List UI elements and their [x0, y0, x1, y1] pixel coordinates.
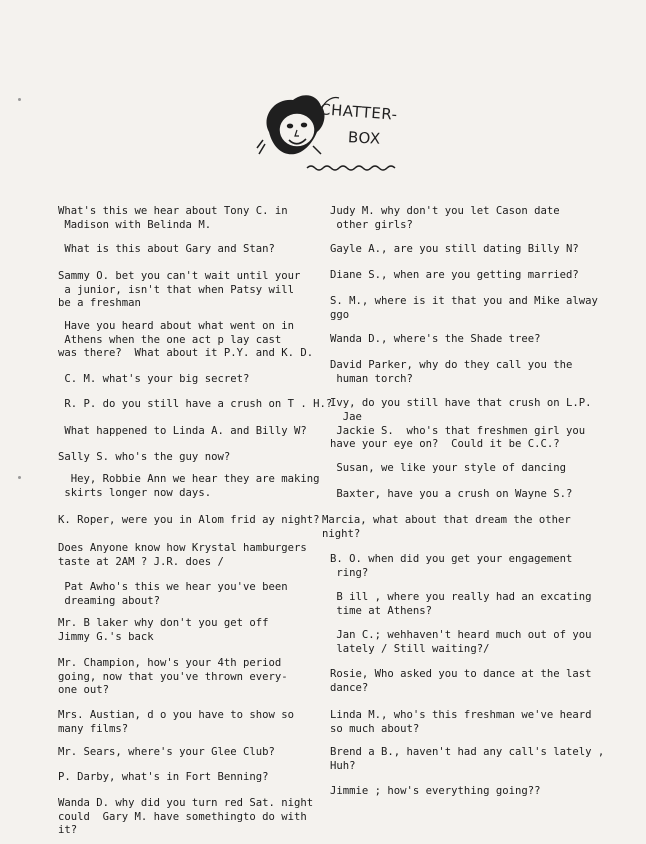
gossip-item: Mr. Champion, how's your 4th period going, now that you've thrown every- one out? [58, 657, 288, 696]
gossip-item: Brend a B., haven't had any call's lately , Huh? [330, 746, 605, 772]
masthead-title-line2: BOX [347, 128, 382, 148]
gossip-item: Marcia, what about that dream the other night? [322, 514, 571, 540]
gossip-item: Mrs. Austian, d o you have to show so many films? [58, 709, 294, 735]
gossip-item: Mr. Sears, where's your Glee Club? [58, 746, 275, 758]
punch-hole-mark [18, 476, 21, 479]
gossip-item: Does Anyone know how Krystal hamburgers taste at 2AM ? J.R. does / [58, 542, 307, 568]
gossip-item: S. M., where is it that you and Mike alway ggo [330, 295, 598, 321]
gossip-item: Judy M. why don't you let Cason date other girls? [330, 205, 560, 231]
gossip-item: Pat Awho's this we hear you've been dreaming about? [64, 581, 288, 607]
gossip-item: B ill , where you really had an excating time at Athens? [336, 591, 592, 617]
gossip-item: Gayle A., are you still dating Billy N? [330, 243, 579, 255]
gossip-item: Jan C.; wehhaven't heard much out of you lately / Still waiting?/ [336, 629, 592, 655]
gossip-item: Ivy, do you still have that crush on L.P. [330, 397, 592, 409]
gossip-item: Rosie, Who asked you to dance at the last dance? [330, 668, 592, 694]
gossip-item: Jimmie ; how's everything going?? [330, 785, 541, 797]
gossip-item: David Parker, why do they call you the human torch? [330, 359, 573, 385]
masthead-title-line1: CHATTER- [319, 100, 399, 124]
gossip-item: Wanda D. why did you turn red Sat. night could Gary M. have somethingto do with it? [58, 797, 314, 836]
gossip-item: P. Darby, what's in Fort Benning? [58, 771, 269, 783]
gossip-item: Diane S., when are you getting married? [330, 269, 579, 281]
gossip-item: Sally S. who's the guy now? [58, 451, 231, 463]
gossip-item: Sammy O. bet you can't wait until your a junior, isn't that when Patsy will be a freshman [58, 270, 301, 309]
gossip-item: Jae Jackie S. who's that freshmen girl you have your eye on? Could it be C.C.? [330, 411, 586, 450]
gossip-item: Susan, we like your style of dancing [330, 462, 566, 474]
gossip-item: Mr. B laker why don't you get off Jimmy G.'s back [58, 617, 269, 643]
gossip-item: What's this we hear about Tony C. in Madison with Belinda M. [58, 205, 288, 231]
gossip-item: Hey, Robbie Ann we hear they are making skirts longer now days. [64, 473, 320, 499]
gossip-item: Baxter, have you a crush on Wayne S.? [330, 488, 573, 500]
gossip-item: Wanda D., where's the Shade tree? [330, 333, 541, 345]
gossip-item: Linda M., who's this freshman we've heard so much about? [330, 709, 592, 735]
punch-hole-mark [18, 98, 21, 101]
gossip-item: K. Roper, were you in Alom frid ay night? [58, 514, 320, 526]
gossip-item: Have you heard about what went on in Athens when the one act p lay cast was there? What about it P.Y. and K. D. [58, 320, 314, 359]
gossip-item: R. P. do you still have a crush on T . H.? [58, 398, 333, 410]
gossip-item: C. M. what's your big secret? [58, 373, 250, 385]
gossip-item: What happened to Linda A. and Billy W? [58, 425, 307, 437]
gossip-item: What is this about Gary and Stan? [58, 243, 275, 255]
gossip-item: B. O. when did you get your engagement ring? [330, 553, 573, 579]
